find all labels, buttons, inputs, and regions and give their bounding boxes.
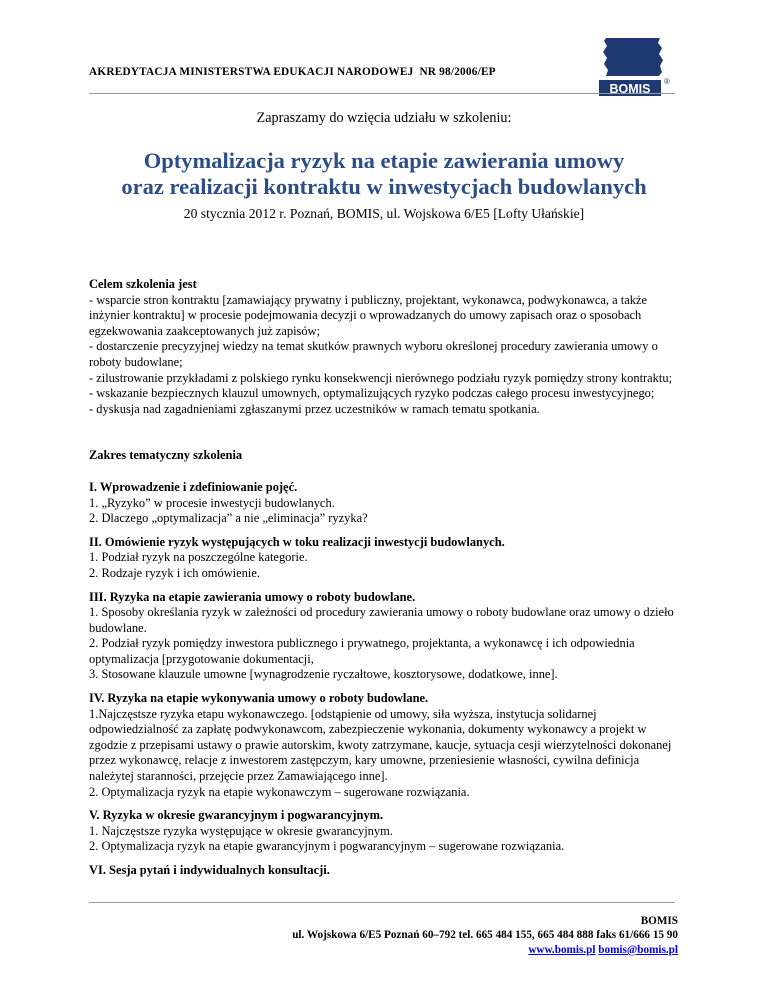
section-title: VI. Sesja pytań i indywidualnych konsultacji. (89, 863, 330, 877)
section-line: 2. Dlaczego „optymalizacja” a nie „eliminacja” ryzyka? (89, 511, 368, 526)
accreditation-number: NR 98/2006/EP (419, 66, 496, 78)
section-line: 2. Podział ryzyk pomiędzy inwestora publicznego i prywatnego, projektanta, a wykonawcę i ich odpowiednia optymalizacja [przygotowanie dokumentacji, (89, 636, 635, 666)
footer-divider (89, 902, 675, 903)
goal-item: - zilustrowanie przykładami z polskiego rynku konsekwencji nierównego podziału ryzyk pomiędzy strony kontraktu; (89, 370, 673, 385)
section-line: 1. Najczęstsze ryzyka występujące w okresie gwarancyjnym. (89, 823, 393, 838)
logo-text: BOMIS (609, 82, 651, 96)
header-divider (89, 93, 675, 94)
bomis-logo (598, 36, 672, 98)
goal-item: - wskazanie bezpiecznych klauzul umownych, optymalizujących ryzyko podczas całego procesu inwestycyjnego; (89, 386, 655, 401)
section-line: 1. Sposoby określania ryzyk w zależności od procedury zawierania umowy o roboty budowlane oraz umowy o dzieło budowlane. (89, 605, 674, 635)
section-line: 2. Optymalizacja ryzyk na etapie wykonawczym – sugerowane rozwiązania. (89, 784, 470, 799)
footer (200, 914, 678, 957)
footer-company: BOMIS (640, 915, 678, 927)
section-title: I. Wprowadzenie i zdefiniowanie pojęć. (89, 479, 298, 494)
section-title: IV. Ryzyka na etapie wykonywania umowy o roboty budowlane. (89, 691, 429, 706)
goals-heading: Celem szkolenia jest (89, 277, 197, 291)
document-body (89, 277, 679, 879)
title-line-2: oraz realizacji kontraktu w inwestycjach budowlanych (121, 174, 647, 199)
footer-links (200, 943, 678, 957)
website-link[interactable]: www.bomis.pl (528, 943, 596, 956)
section-line: 2. Optymalizacja ryzyk na etapie gwarancyjnym i pogwarancyjnym – sugerowane rozwiązania. (89, 839, 565, 854)
goal-item: - dostarczenie precyzyjnej wiedzy na temat skutków prawnych wyboru określonej procedury zawierania umowy o roboty budowlane; (89, 339, 658, 369)
goal-item: - dyskusja nad zagadnieniami zgłaszanymi przez uczestników w ramach tematu spotkania. (89, 401, 540, 416)
registered-mark: ® (664, 77, 670, 86)
section-line: 1. Podział ryzyk na poszczególne kategorie. (89, 550, 308, 565)
section-title: II. Omówienie ryzyk występujących w toku realizacji inwestycji budowlanych. (89, 534, 505, 549)
email-link[interactable]: bomis@bomis.pl (598, 943, 678, 956)
section-line: 3. Stosowane klauzule umowne [wynagrodzenie ryczałtowe, kosztorysowe, dodatkowe, inne]. (89, 667, 558, 682)
goal-item: - wsparcie stron kontraktu [zamawiający prywatny i publiczny, projektant, wykonawca, podwykonawca, a także inżynier kontraktu] w procesie podejmowania decyzji o wprowadzanych do umowy zapisach oraz o sposobach egzekwowania zaakceptowanych już zapisów; (89, 292, 647, 338)
invitation-text: Zapraszamy do wzięcia udziału w szkoleniu: (256, 110, 512, 126)
section-line: 1.Najczęstsze ryzyka etapu wykonawczego. [odstąpienie od umowy, siła wyższa, instytucja solidarnej odpowiedzialność za zapłatę podwykonawcom, zabezpieczenie wykonania, dokumenty wykonawcy a projekt w zgodzie z przepisami ustawy o prawie autorskim, kwoty zatrzymane, kaucje, sytuacja cesji wierzytelności dokonanej przez wykonawcę, relacje z inwestorem zastępczym, kary umowne, przeniesienie własności, cywilna definicja należytej staranności, przejęcie przez Zamawiającego inne]. (89, 706, 672, 784)
section-title: III. Ryzyka na etapie zawierania umowy o roboty budowlane. (89, 589, 416, 604)
footer-address: ul. Wojskowa 6/E5 Poznań 60–792 tel. 665 484 155, 665 484 888 faks 61/666 15 90 (292, 929, 678, 942)
section-line: 1. „Ryzyko” w procesie inwestycji budowlanych. (89, 495, 335, 510)
accreditation-header (89, 66, 496, 78)
training-title (0, 148, 768, 200)
date-and-place: 20 stycznia 2012 r. Poznań, BOMIS, ul. Wojskowa 6/E5 [Lofty Ułańskie] (183, 206, 585, 221)
section-line: 2. Rodzaje ryzyk i ich omówienie. (89, 565, 260, 580)
title-line-1: Optymalizacja ryzyk na etapie zawierania umowy (143, 148, 625, 173)
scope-heading: Zakres tematyczny szkolenia (89, 448, 243, 463)
section-title: V. Ryzyka w okresie gwarancyjnym i pogwarancyjnym. (89, 808, 384, 823)
accreditation-text: AKREDYTACJA MINISTERSTWA EDUKACJI NARODOWEJ (89, 66, 414, 78)
